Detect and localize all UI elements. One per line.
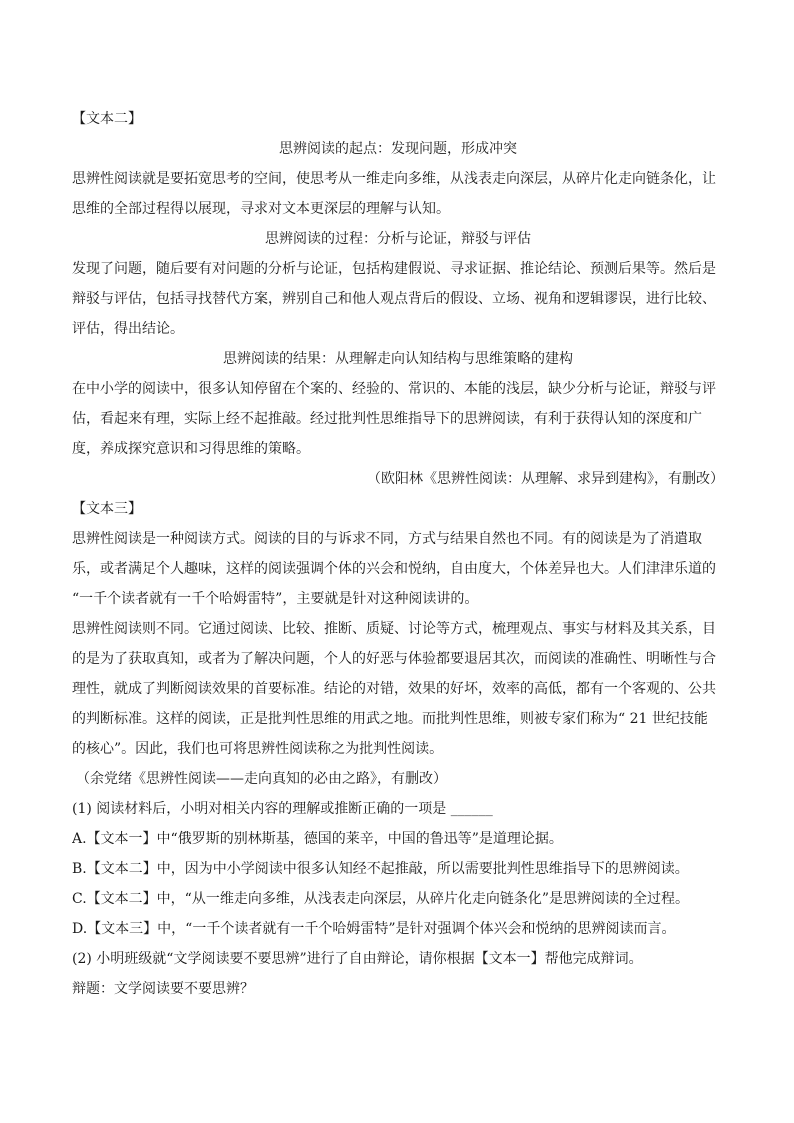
text3-paragraph-1-line-1: 思辨性阅读是一种阅读方式。阅读的目的与诉求不同，方式与结果自然也不同。有的阅读是为了消遣取: [72, 531, 702, 547]
text2-source: （欧阳林《思辨性阅读：从理解、求异到建构》，有删改）: [367, 471, 724, 487]
text2-paragraph-2-line-1: 发现了问题，随后要有对问题的分析与论证，包括构建假说、寻求证据、推论结论、预测后果等。然后是: [72, 261, 716, 277]
text3-source: （余党绪《思辨性阅读——走向真知的必由之路》，有删改）: [76, 771, 447, 787]
text3-paragraph-2-line-1: 思辨性阅读则不同。它通过阅读、比较、推断、质疑、讨论等方式，梳理观点、事实与材料及其关系，目: [72, 621, 716, 637]
question-1: (1) 阅读材料后，小明对相关内容的理解或推断正确的一项是 ______: [72, 801, 493, 817]
option-d: D.【文本三】中，“一千个读者就有一千个哈姆雷特”是针对强调个体兴会和悦纳的思辨阅读而言。: [72, 921, 676, 937]
option-b: B.【文本二】中，因为中小学阅读中很多认知经不起推敲，所以需要批判性思维指导下的思辨阅读。: [72, 861, 689, 877]
option-c: C.【文本二】中，“从一维走向多维，从浅表走向深层，从碎片化走向链条化”是思辨阅读的全过程。: [72, 891, 689, 907]
text2-heading-2: 思辨阅读的过程：分析与论证，辩驳与评估: [265, 231, 531, 247]
text2-paragraph-2-line-2: 辩驳与评估，包括寻找替代方案，辨别自己和他人观点背后的假设、立场、视角和逻辑谬误，进行比较、: [72, 291, 716, 307]
text2-label: 【文本二】: [72, 111, 142, 127]
text3-paragraph-2-line-4: 的判断标准。这样的阅读，正是批判性思维的用武之地。而批判性思维，则被专家们称为“ 21 世纪技能: [72, 711, 708, 727]
text3-paragraph-2-line-3: 理性，就成了判断阅读效果的首要标准。结论的对错，效果的好坏，效率的高低，都有一个客观的、公共: [72, 681, 716, 697]
debate-topic: 辩题：文学阅读要不要思辨？: [72, 981, 254, 997]
text3-paragraph-1-line-2: 乐，或者满足个人趣味，这样的阅读强调个体的兴会和悦纳，自由度大，个体差异也大。人们津津乐道的: [72, 561, 716, 577]
text3-paragraph-2-line-2: 的是为了获取真知，或者为了解决问题，个人的好恶与体验都要退居其次，而阅读的准确性、明晰性与合: [72, 651, 716, 667]
text2-paragraph-3-line-1: 在中小学的阅读中，很多认知停留在个案的、经验的、常识的、本能的浅层，缺少分析与论证，辩驳与评: [72, 381, 716, 397]
text2-paragraph-1-line-1: 思辨性阅读就是要拓宽思考的空间，使思考从一维走向多维，从浅表走向深层，从碎片化走向链条化，让: [72, 171, 716, 187]
question-2: (2) 小明班级就“文学阅读要不要思辨”进行了自由辩论，请你根据【文本一】帮他完成辩词。: [72, 951, 643, 967]
option-a: A.【文本一】中“俄罗斯的别林斯基，德国的莱辛，中国的鲁迅等”是道理论据。: [72, 831, 563, 847]
text2-paragraph-2-line-3: 评估，得出结论。: [72, 321, 184, 337]
text2-heading-3: 思辨阅读的结果：从理解走向认知结构与思维策略的建构: [223, 351, 573, 367]
text2-paragraph-3-line-2: 估，看起来有理，实际上经不起推敲。经过批判性思维指导下的思辨阅读，有利于获得认知的深度和广: [72, 411, 702, 427]
text2-paragraph-1-line-2: 思维的全部过程得以展现，寻求对文本更深层的理解与认知。: [72, 201, 450, 217]
text3-paragraph-1-line-3: “一千个读者就有一千个哈姆雷特”，主要就是针对这种阅读讲的。: [72, 591, 479, 607]
text2-heading-1: 思辨阅读的起点：发现问题，形成冲突: [279, 141, 517, 157]
text3-paragraph-2-line-5: 的核心”。因此，我们也可将思辨性阅读称之为批判性阅读。: [72, 741, 444, 757]
text3-label: 【文本三】: [72, 501, 142, 517]
text2-paragraph-3-line-3: 度，养成探究意识和习得思维的策略。: [72, 441, 310, 457]
document-page: [72, 104, 724, 1004]
